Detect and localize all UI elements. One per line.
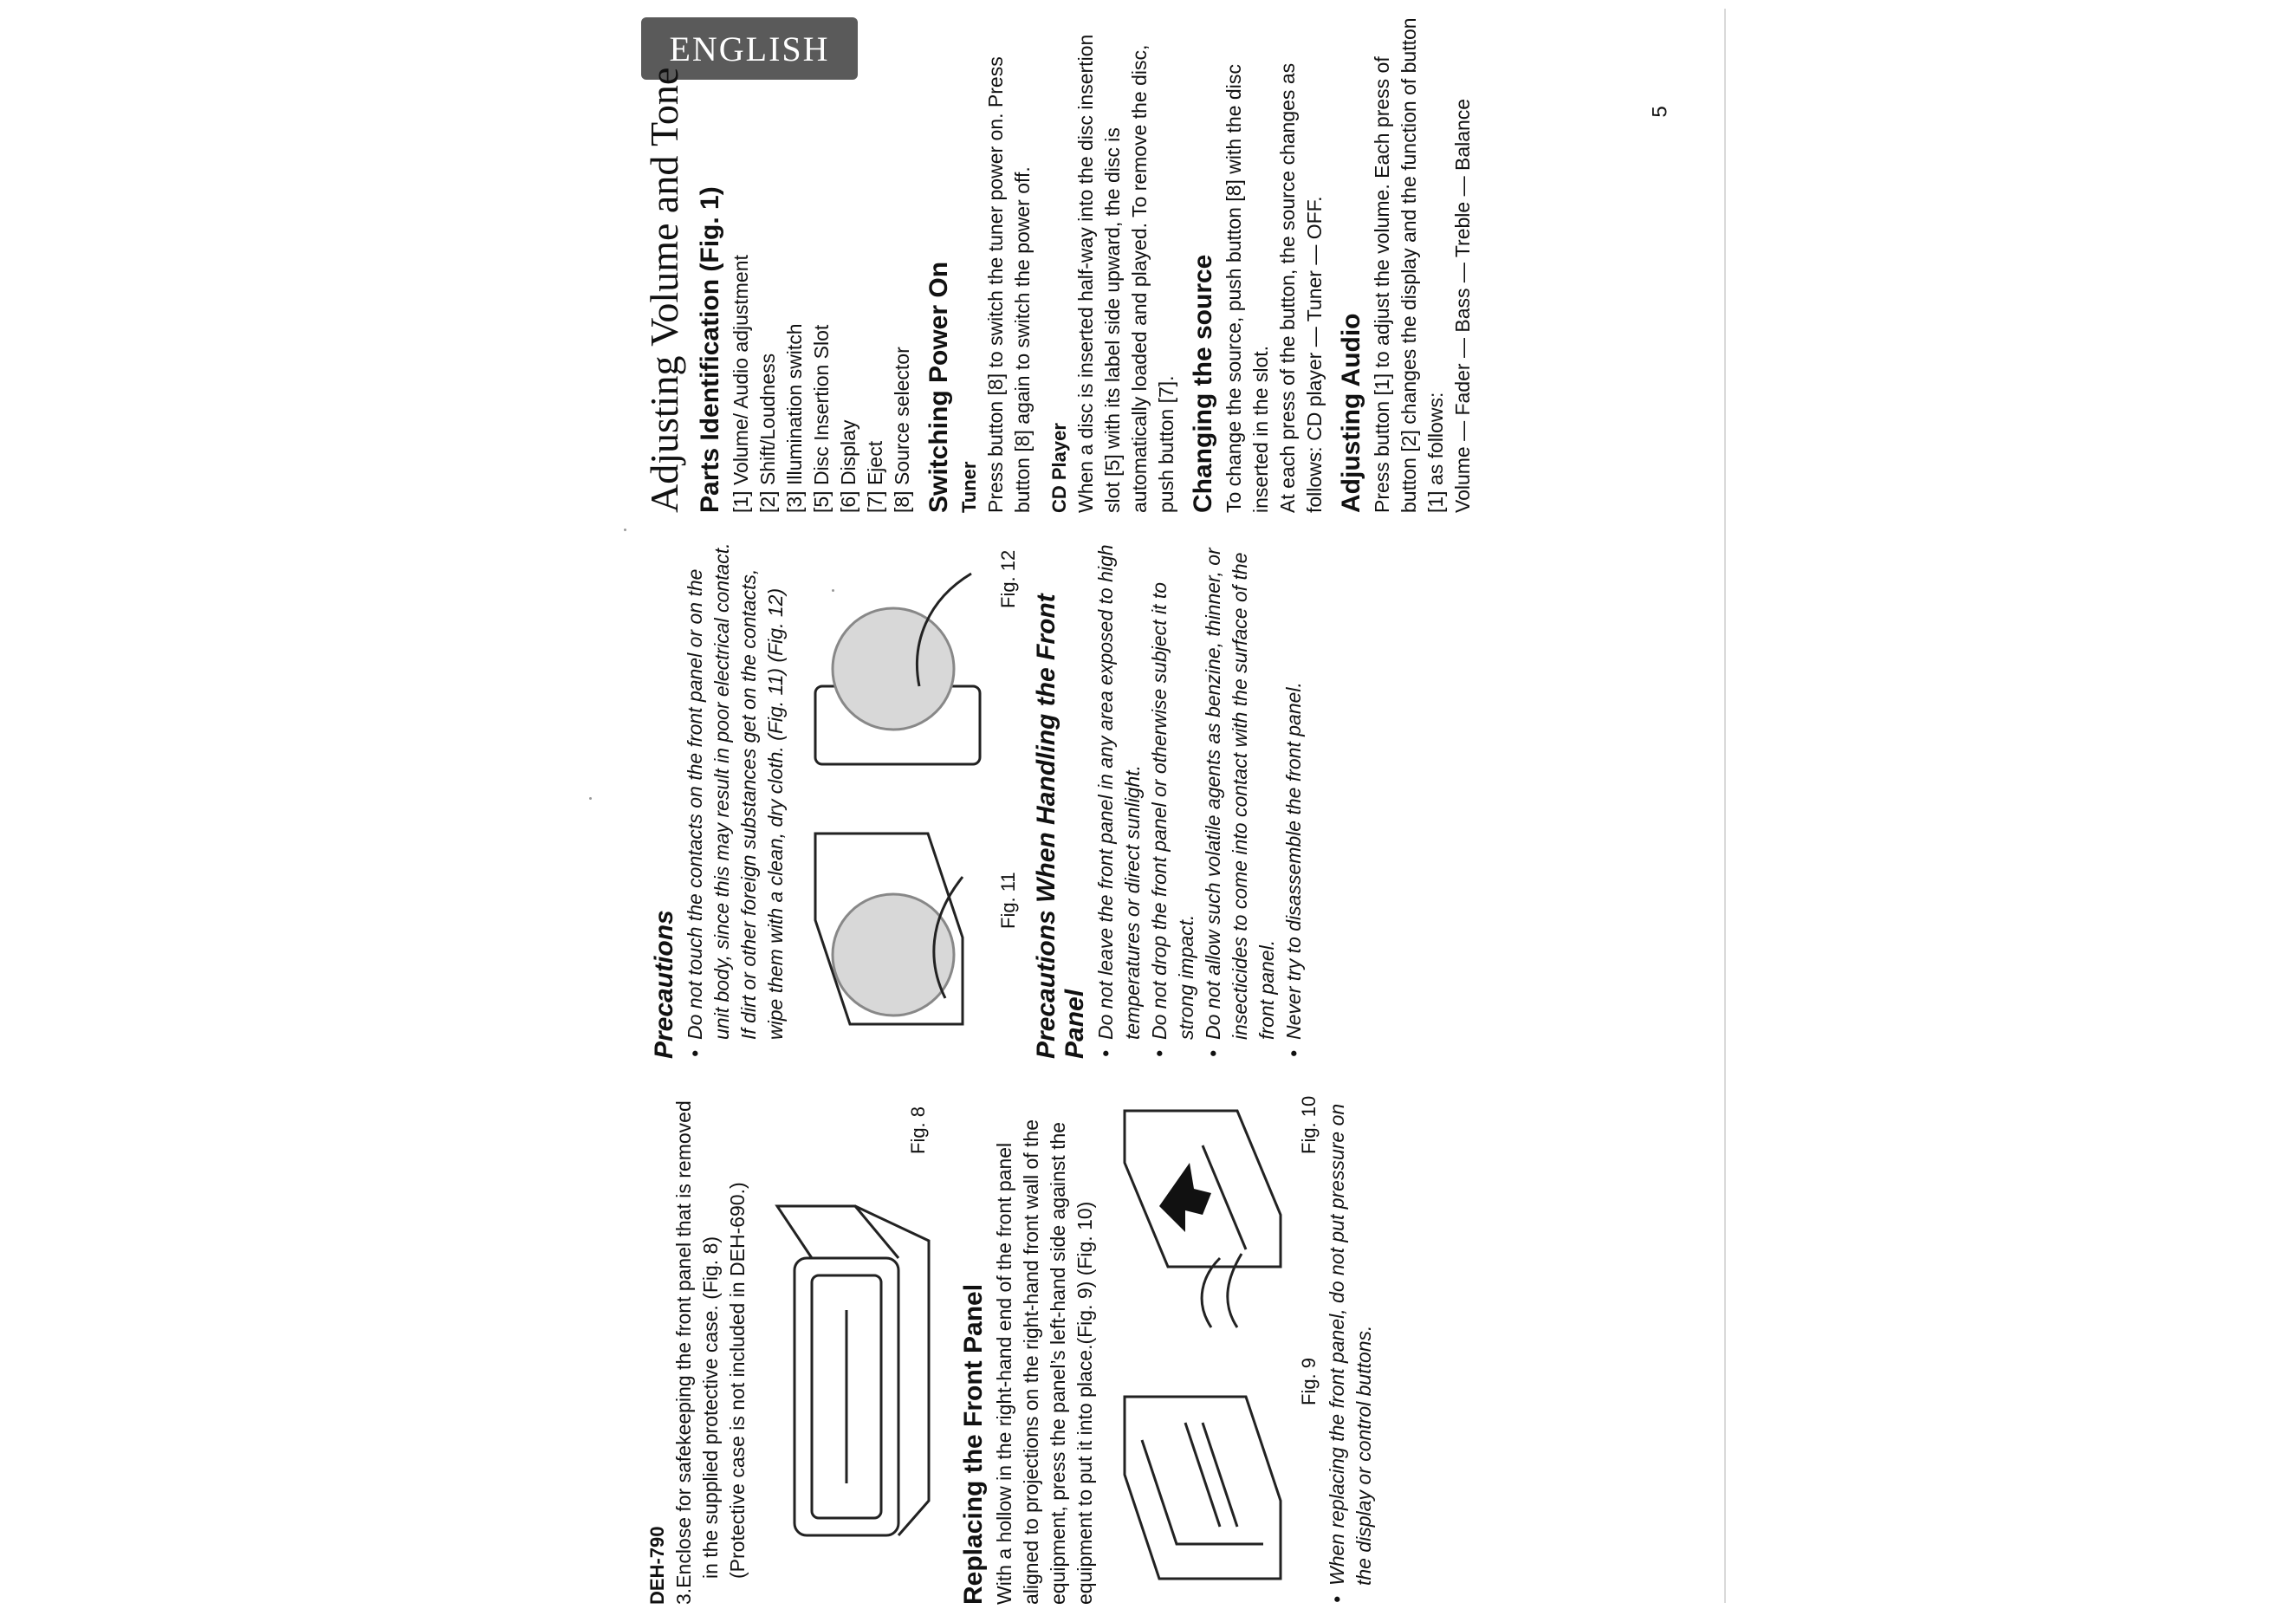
scan-speck bbox=[624, 529, 626, 531]
fig-10-label: Fig. 10 bbox=[1298, 1095, 1320, 1154]
power-heading: Switching Power On bbox=[924, 261, 953, 513]
tuner-subheading: Tuner bbox=[958, 461, 980, 513]
scan-speck bbox=[832, 589, 834, 592]
cd-subheading: CD Player bbox=[1048, 423, 1070, 513]
language-badge: ENGLISH bbox=[641, 17, 858, 80]
cd-text: When a disc is inserted half-way into the disc insertion slot [5] with its label side upward, the disc is automatically loaded and played. To remove the disc, push button [7]. bbox=[1074, 34, 1177, 513]
caution-item: • When replacing the front panel, do not put pressure on the display or control buttons. bbox=[1324, 1085, 1378, 1605]
rotated-page bbox=[641, 0, 1655, 1622]
source-text-1: To change the source, push button [8] with the disc inserted in the slot. bbox=[1223, 64, 1272, 513]
fig-8-label: Fig. 8 bbox=[907, 1106, 929, 1154]
audio-sequence: Volume — Fader — Bass — Treble — Balance bbox=[1451, 98, 1474, 513]
scan-speck bbox=[589, 797, 592, 800]
parts-item: [2] Shift/Loudness bbox=[756, 353, 779, 513]
handling-list bbox=[1093, 539, 1307, 1059]
fig-12-illustration bbox=[798, 556, 989, 790]
handling-item: • Do not drop the front panel or otherwise subject it to strong impact. bbox=[1146, 539, 1200, 1059]
page-title: Adjusting Volume and Tone bbox=[642, 67, 686, 513]
parts-item: [7] Eject bbox=[864, 440, 886, 513]
fig-12-label: Fig. 12 bbox=[997, 549, 1019, 608]
precautions-heading: Precautions bbox=[650, 910, 678, 1059]
replacing-heading: Replacing the Front Panel bbox=[959, 1283, 988, 1605]
step-3-note: (Protective case is not included in DEH-690.) bbox=[726, 1182, 749, 1579]
step-3-text: 3.Enclose for safekeeping the front panel that is removed in the supplied protective case. (Fig. 8) bbox=[672, 1100, 722, 1605]
parts-item: [3] Illumination switch bbox=[783, 323, 806, 513]
parts-item: [1] Volume/ Audio adjustment bbox=[730, 255, 752, 513]
handling-item: • Never try to disassemble the front panel. bbox=[1281, 539, 1307, 1059]
fig-10-illustration bbox=[1107, 1102, 1298, 1336]
column-2 bbox=[641, 539, 1307, 1059]
fig-8-illustration bbox=[760, 1189, 942, 1553]
column-1 bbox=[641, 1085, 1378, 1605]
handling-item: • Do not allow such volatile agents as benzine, thinner, or insecticides to come into contact with the surface of the front panel. bbox=[1200, 539, 1281, 1059]
handling-item: • Do not leave the front panel in any area exposed to high temperatures or direct sunlight. bbox=[1093, 539, 1146, 1059]
audio-text: Press button [1] to adjust the volume. Each press of button [2] changes the display and the function of button [1] as follows: bbox=[1371, 17, 1447, 513]
parts-list bbox=[728, 10, 916, 513]
model-heading: DEH-790 bbox=[646, 1526, 668, 1605]
parts-heading: Parts Identification (Fig. 1) bbox=[696, 186, 724, 513]
parts-item: [5] Disc Insertion Slot bbox=[810, 324, 833, 513]
parts-item: [6] Display bbox=[837, 419, 859, 513]
fig-8-area bbox=[751, 1085, 950, 1605]
caution-list bbox=[1324, 1085, 1378, 1605]
fig-11-12-area bbox=[789, 539, 1023, 1059]
handling-heading: Precautions When Handling the Front Panel bbox=[1032, 594, 1089, 1059]
fig-11-label: Fig. 11 bbox=[997, 872, 1019, 929]
precautions-item: • Do not touch the contacts on the front panel or on the unit body, since this may result in poor electrical contact. If dirt or other foreign substances get on the contacts, wipe them with a clean, dry cloth. (Fig. 11) (Fig. 12) bbox=[682, 539, 789, 1059]
parts-item: [8] Source selector bbox=[891, 347, 913, 513]
precautions-list bbox=[682, 539, 789, 1059]
replacing-text: With a hollow in the right-hand end of the front panel aligned to projections on the right-hand front wall of the equipment, press the panel’s left-hand side against the equipment to put it into place.(Fig. 9) (Fig. 10) bbox=[993, 1119, 1096, 1605]
fig-11-illustration bbox=[798, 816, 989, 1050]
tuner-text: Press button [8] to switch the tuner power on. Press button [8] again to switch the power off. bbox=[984, 56, 1034, 513]
page-number: 5 bbox=[1648, 106, 1672, 118]
audio-heading: Adjusting Audio bbox=[1337, 313, 1365, 513]
source-text-2: At each press of the button, the source changes as follows: CD player — Tuner — OFF. bbox=[1276, 62, 1326, 513]
fig-9-10-area bbox=[1099, 1085, 1324, 1605]
fig-9-illustration bbox=[1107, 1371, 1298, 1596]
fig-9-label: Fig. 9 bbox=[1298, 1357, 1320, 1405]
column-3 bbox=[641, 10, 1476, 513]
source-heading: Changing the source bbox=[1189, 254, 1217, 513]
scan-edge-line bbox=[1724, 9, 1726, 1603]
